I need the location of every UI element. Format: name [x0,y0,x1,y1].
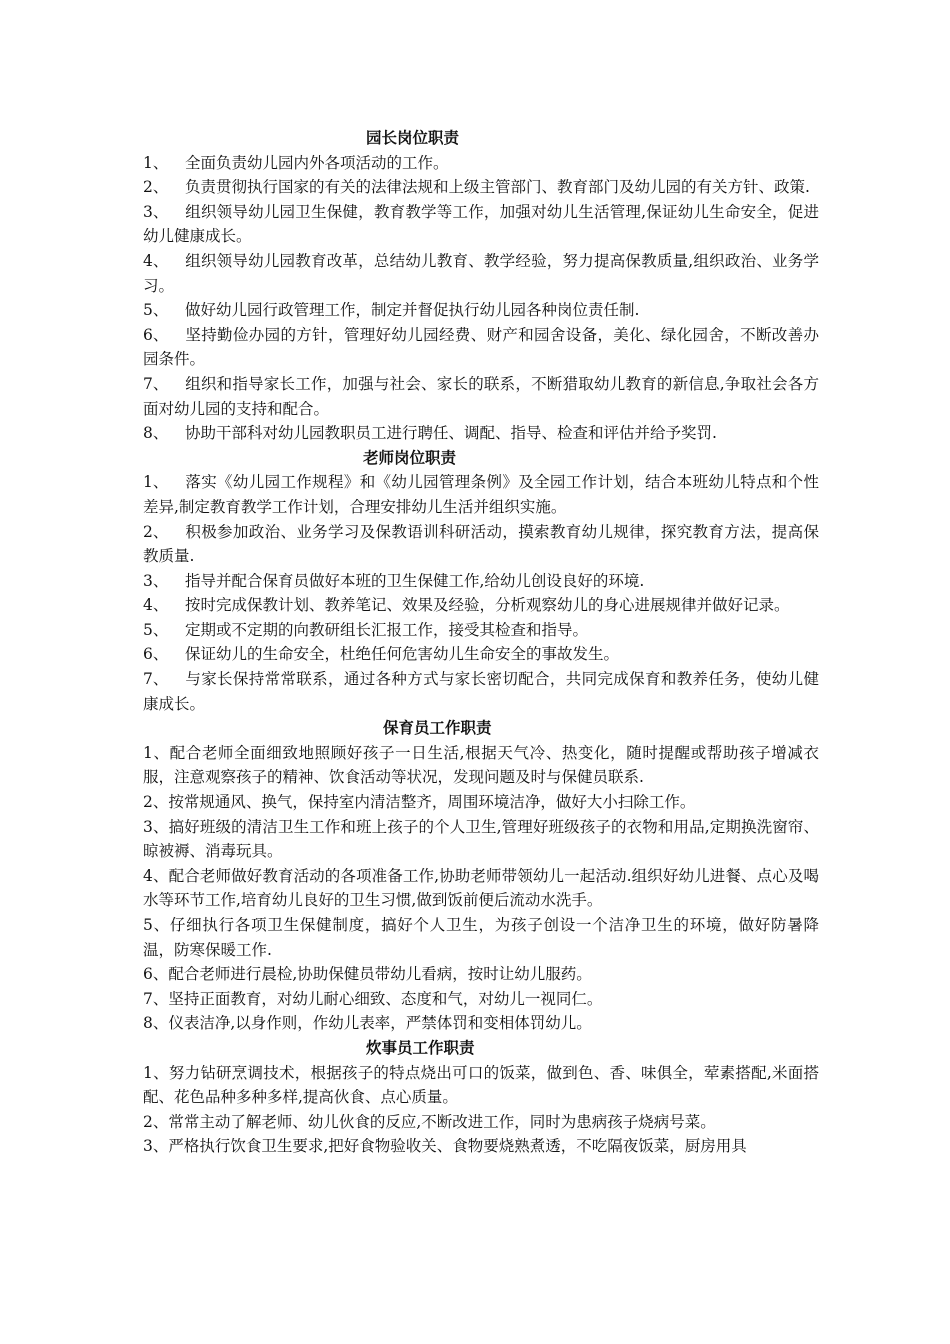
list-item: 3、搞好班级的清洁卫生工作和班上孩子的个人卫生,管理好班级孩子的衣物和用品,定期换洗窗帘、晾被褥、消毒玩具。 [143,817,819,861]
section-title-director: 园长岗位职责 [366,129,460,147]
document-content [143,126,819,1159]
list-item: 1、 落实《幼儿园工作规程》和《幼儿园管理条例》及全园工作计划，结合本班幼儿特点和个性差异,制定教育教学工作计划，合理安排幼儿生活并组织实施。 [143,473,819,516]
section-title-teacher: 老师岗位职责 [363,448,457,467]
list-item: 6、 保证幼儿的生命安全，杜绝任何危害幼儿生命安全的事故发生。 [143,645,620,664]
list-item: 7、 与家长保持常常联系，通过各种方式与家长密切配合，共同完成保育和教养任务，使幼儿健康成长。 [143,670,819,713]
list-item: 2、按常规通风、换气，保持室内清洁整齐，周围环境洁净，做好大小扫除工作。 [143,793,696,812]
list-item: 3、 指导并配合保育员做好本班的卫生保健工作,给幼儿创设良好的环境. [143,571,645,590]
list-item: 8、 协助干部科对幼儿园教职员工进行聘任、调配、指导、检查和评估并给予奖罚. [143,424,717,443]
list-item: 4、 按时完成保教计划、教养笔记、效果及经验，分析观察幼儿的身心进展规律并做好记录。 [143,596,790,615]
list-item: 5、仔细执行各项卫生保健制度，搞好个人卫生，为孩子创设一个洁净卫生的环境，做好防暑降温，防寒保暖工作. [143,916,819,959]
section-title-caregiver: 保育员工作职责 [383,719,492,738]
list-item: 1、配合老师全面细致地照顾好孩子一日生活,根据天气冷、热变化，随时提醒或帮助孩子增减衣服，注意观察孩子的精神、饮食活动等状况，发现问题及时与保健员联系. [143,743,819,787]
list-item: 6、 坚持勤俭办园的方针，管理好幼儿园经费、财产和园舍设备，美化、绿化园舍，不断改善办园条件。 [143,325,819,369]
list-item: 2、 负责贯彻执行国家的有关的法律法规和上级主管部门、教育部门及幼儿园的有关方针、政策. [143,178,810,197]
list-item: 5、 定期或不定期的向教研组长汇报工作，接受其检查和指导。 [143,620,589,639]
list-item: 4、 组织领导幼儿园教育改革，总结幼儿教育、教学经验，努力提高保教质量,组织政治、业务学习。 [143,251,819,295]
list-item: 8、仪表洁净,以身作则，作幼儿表率，严禁体罚和变相体罚幼儿。 [143,1014,592,1033]
list-item: 3、 组织领导幼儿园卫生保健，教育教学等工作，加强对幼儿生活管理,保证幼儿生命安全，促进幼儿健康成长。 [143,202,819,246]
list-item: 7、坚持正面教育，对幼儿耐心细致、态度和气，对幼儿一视同仁。 [143,989,603,1008]
list-item: 2、常常主动了解老师、幼儿伙食的反应,不断改进工作，同时为患病孩子烧病号菜。 [143,1112,716,1131]
list-item: 5、 做好幼儿园行政管理工作，制定并督促执行幼儿园各种岗位责任制. [143,301,640,320]
list-item: 4、配合老师做好教育活动的各项准备工作,协助老师带领幼儿一起活动.组织好幼儿进餐、点心及喝水等环节工作,培育幼儿良好的卫生习惯,做到饭前便后流动水洗手。 [143,866,819,910]
list-item: 1、努力钻研烹调技术，根据孩子的特点烧出可口的饭菜，做到色、香、味俱全，荤素搭配,米面搭配、花色品种多种多样,提高伙食、点心质量。 [143,1063,819,1107]
list-item: 3、严格执行饮食卫生要求,把好食物验收关、食物要烧熟煮透，不吃隔夜饭菜，厨房用具 [143,1137,747,1156]
list-item: 7、 组织和指导家长工作，加强与社会、家长的联系，不断猎取幼儿教育的新信息,争取社会各方面对幼儿园的支持和配合。 [143,374,819,418]
list-item: 6、配合老师进行晨检,协助保健员带幼儿看病，按时让幼儿服药。 [143,965,592,984]
list-item: 1、 全面负责幼儿园内外各项活动的工作。 [143,153,449,172]
list-item: 2、 积极参加政治、业务学习及保教语训科研活动，摸索教育幼儿规律，探究教育方法，提高保教质量. [143,522,819,566]
section-title-cook: 炊事员工作职责 [366,1038,475,1057]
